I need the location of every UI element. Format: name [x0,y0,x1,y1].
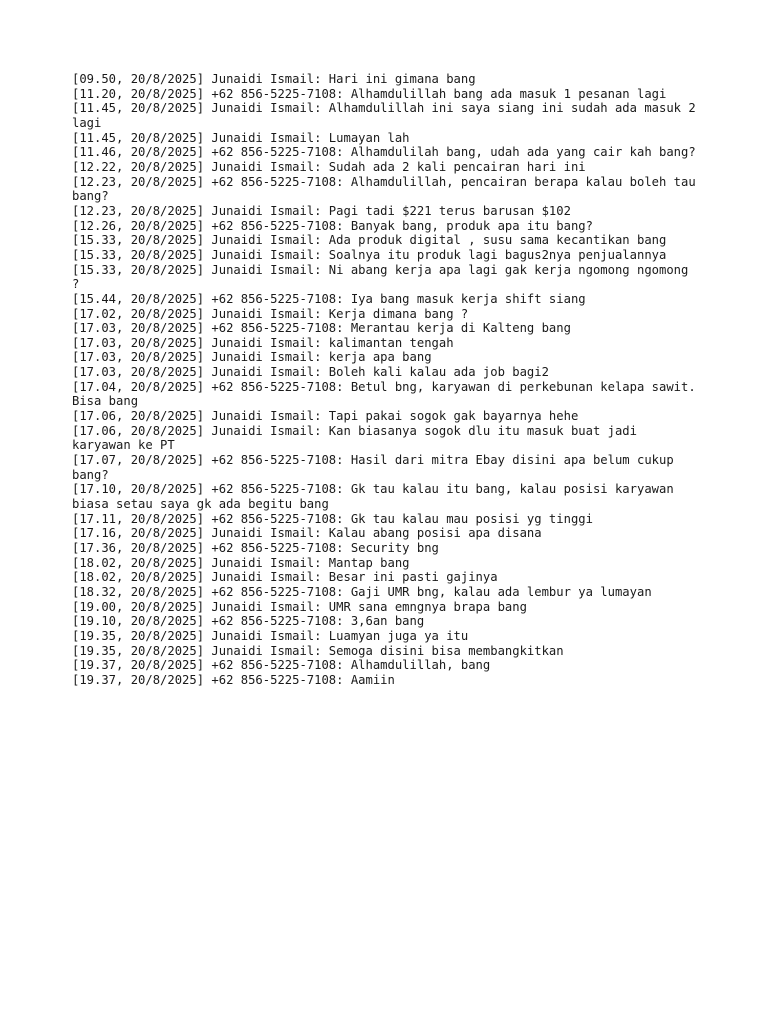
chat-line: [11.45, 20/8/2025] Junaidi Ismail: Alhamdulillah ini saya siang ini sudah ada masuk 2 lagi [72,101,704,130]
chat-line: [17.03, 20/8/2025] Junaidi Ismail: Boleh kali kalau ada job bagi2 [72,365,549,380]
chat-line: [12.22, 20/8/2025] Junaidi Ismail: Sudah ada 2 kali pencairan hari ini [72,159,586,174]
chat-line: [15.33, 20/8/2025] Junaidi Ismail: Soalnya itu produk lagi bagus2nya penjualannya [72,247,667,262]
chat-line: [19.35, 20/8/2025] Junaidi Ismail: Semoga disini bisa membangkitkan [72,643,564,658]
chat-line: [11.20, 20/8/2025] +62 856-5225-7108: Alhamdulillah bang ada masuk 1 pesanan lagi [72,86,667,101]
chat-line: [17.07, 20/8/2025] +62 856-5225-7108: Hasil dari mitra Ebay disini apa belum cukup bang? [72,453,682,482]
chat-line: [18.02, 20/8/2025] Junaidi Ismail: Mantap bang [72,555,410,570]
chat-line: [17.06, 20/8/2025] Junaidi Ismail: Kan biasanya sogok dlu itu masuk buat jadi karyawan ke PT [72,423,645,453]
chat-line: [18.32, 20/8/2025] +62 856-5225-7108: Gaji UMR bng, kalau ada lembur ya lumayan [72,584,652,599]
chat-line: [12.26, 20/8/2025] +62 856-5225-7108: Banyak bang, produk apa itu bang? [72,218,593,233]
chat-line: [17.10, 20/8/2025] +62 856-5225-7108: Gk tau kalau itu bang, kalau posisi karyawan biasa setau saya gk ada begitu bang [72,482,682,512]
chat-line: [18.02, 20/8/2025] Junaidi Ismail: Besar ini pasti gajinya [72,570,498,585]
chat-line: [17.03, 20/8/2025] Junaidi Ismail: kerja apa bang [72,350,432,365]
chat-line: [19.37, 20/8/2025] +62 856-5225-7108: Alhamdulillah, bang [72,658,491,673]
chat-line: [17.36, 20/8/2025] +62 856-5225-7108: Security bng [72,541,439,555]
chat-line: [19.37, 20/8/2025] +62 856-5225-7108: Aamiin [72,672,395,687]
chat-line: [19.00, 20/8/2025] Junaidi Ismail: UMR sana emngnya brapa bang [72,599,527,614]
chat-line: [11.46, 20/8/2025] +62 856-5225-7108: Alhamdulilah bang, udah ada yang cair kah bang? [72,145,696,160]
chat-line: [15.44, 20/8/2025] +62 856-5225-7108: Iya bang masuk kerja shift siang [72,291,586,306]
chat-line: [15.33, 20/8/2025] Junaidi Ismail: Ni abang kerja apa lagi gak kerja ngomong ngomong ? [72,262,696,292]
chat-line: [17.02, 20/8/2025] Junaidi Ismail: Kerja dimana bang ? [72,306,469,321]
chat-line: [17.06, 20/8/2025] Junaidi Ismail: Tapi pakai sogok gak bayarnya hehe [72,409,579,424]
chat-line: [17.11, 20/8/2025] +62 856-5225-7108: Gk tau kalau mau posisi yg tinggi [72,511,593,526]
chat-line: [09.50, 20/8/2025] Junaidi Ismail: Hari ini gimana bang [72,72,476,86]
chat-line: [12.23, 20/8/2025] +62 856-5225-7108: Alhamdulillah, pencairan berapa kalau boleh tau bang? [72,174,704,204]
chat-line: [17.03, 20/8/2025] +62 856-5225-7108: Merantau kerja di Kalteng bang [72,321,571,336]
chat-line: [17.03, 20/8/2025] Junaidi Ismail: kalimantan tengah [72,335,454,350]
chat-line: [15.33, 20/8/2025] Junaidi Ismail: Ada produk digital , susu sama kecantikan bang [72,233,667,248]
chat-line: [19.10, 20/8/2025] +62 856-5225-7108: 3,6an bang [72,614,425,629]
chat-line: [17.16, 20/8/2025] Junaidi Ismail: Kalau abang posisi apa disana [72,526,542,541]
chat-line: [19.35, 20/8/2025] Junaidi Ismail: Luamyan juga ya itu [72,628,469,643]
chat-line: [11.45, 20/8/2025] Junaidi Ismail: Lumayan lah [72,130,410,145]
chat-line: [12.23, 20/8/2025] Junaidi Ismail: Pagi tadi $221 terus barusan $102 [72,203,571,218]
chat-line: [17.04, 20/8/2025] +62 856-5225-7108: Betul bng, karyawan di perkebunan kelapa sawit. Bisa bang [72,379,704,409]
chat-log-document [72,72,702,688]
